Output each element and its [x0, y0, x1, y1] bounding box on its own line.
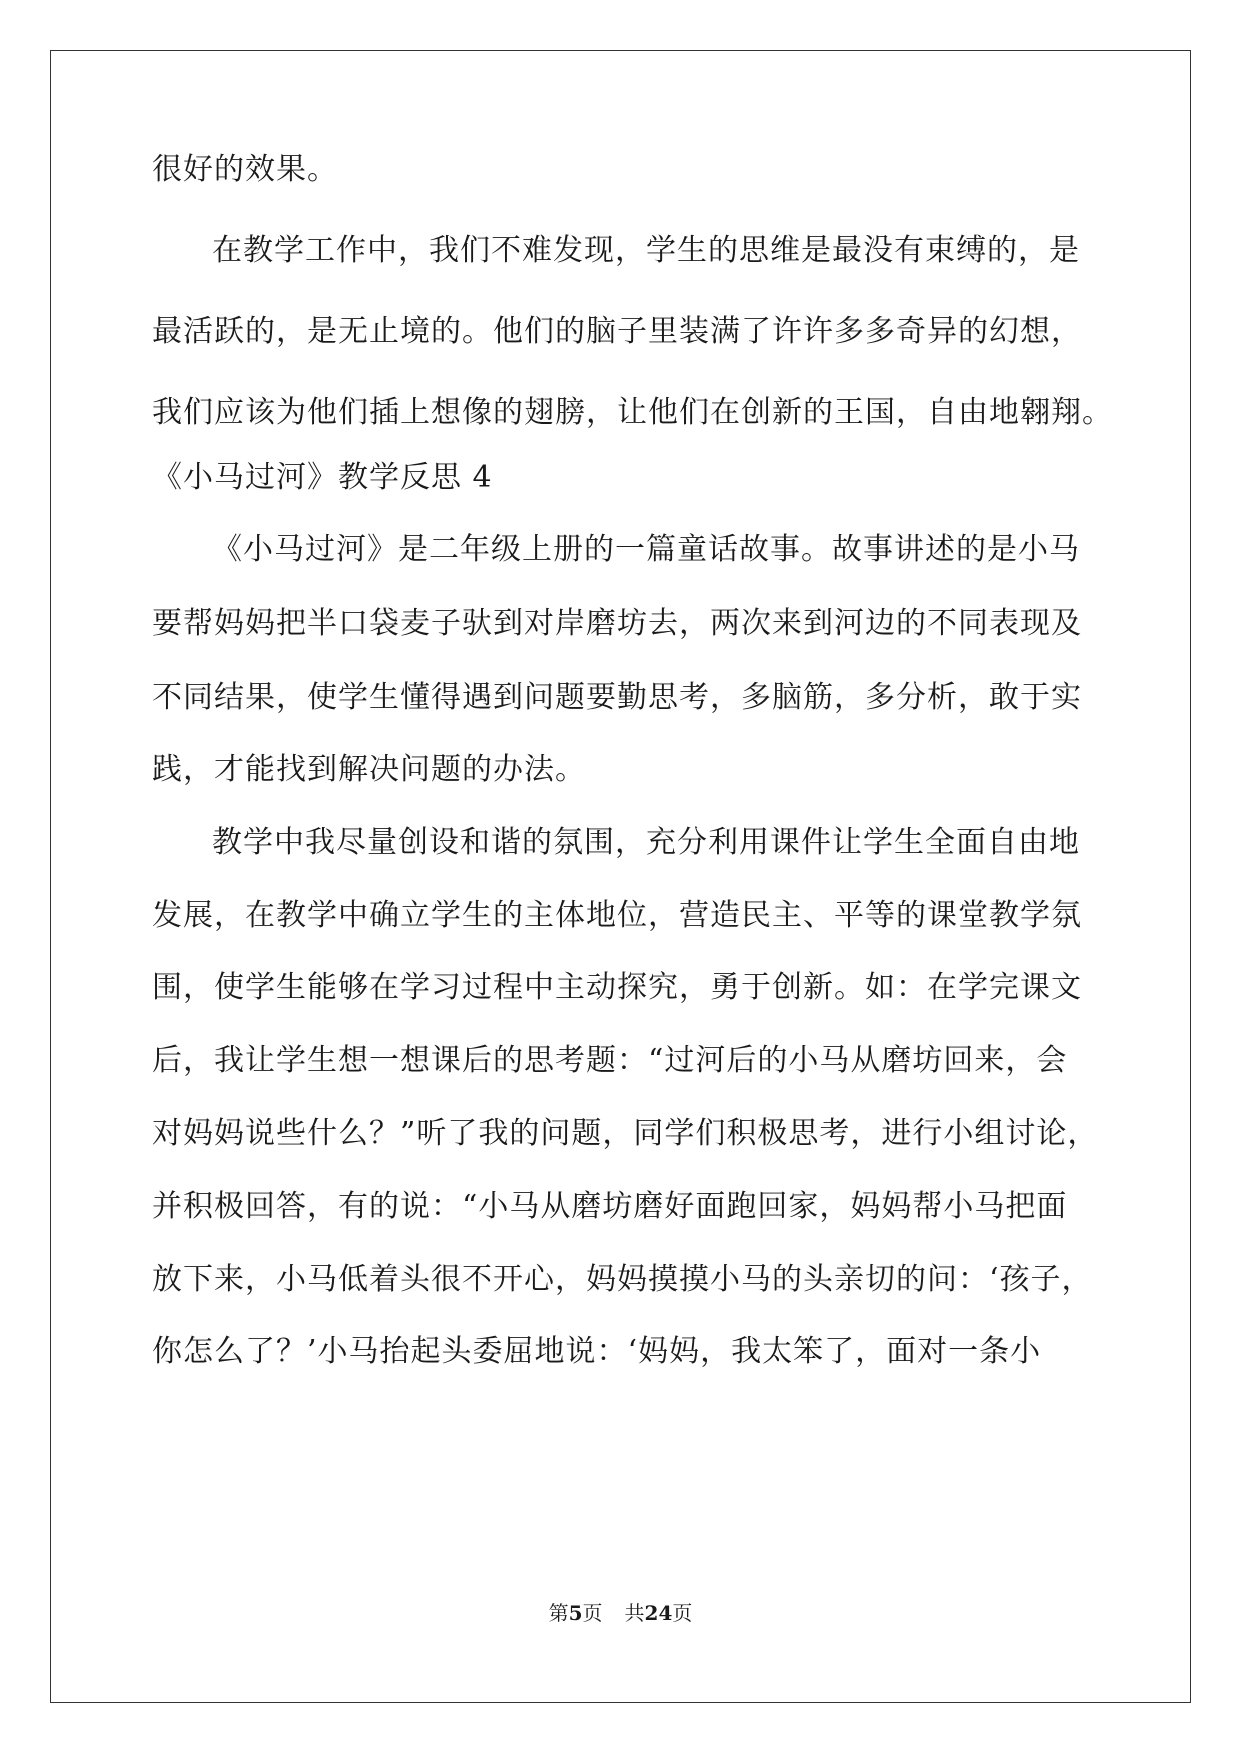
footer-current-page: 5: [568, 1601, 583, 1625]
text-line: 不同结果，使学生懂得遇到问题要勤思考，多脑筋，多分析，敢于实: [152, 680, 1082, 715]
footer-page-word: 页: [582, 1601, 603, 1625]
text-line: 放下来，小马低着头很不开心，妈妈摸摸小马的头亲切的问：‘孩子，: [152, 1262, 1093, 1297]
section-heading: 《小马过河》教学反思 4: [152, 460, 493, 495]
text-line: 后，我让学生想一想课后的思考题：“过河后的小马从磨坊回来，会: [152, 1043, 1068, 1078]
footer-total-suffix: 页: [672, 1601, 693, 1625]
text-line: 发展，在教学中确立学生的主体地位，营造民主、平等的课堂教学氛: [152, 898, 1082, 933]
footer-prefix: 第: [548, 1601, 569, 1625]
text-line: 对妈妈说些什么？”听了我的问题，同学们积极思考，进行小组讨论，: [152, 1116, 1099, 1151]
paragraph-start-line: 教学中我尽量创设和谐的氛围，充分利用课件让学生全面自由地: [212, 825, 1080, 860]
page-footer: [0, 1600, 1241, 1626]
text-line: 最活跃的，是无止境的。他们的脑子里装满了许许多多奇异的幻想，: [152, 314, 1082, 349]
paragraph-start-line: 《小马过河》是二年级上册的一篇童话故事。故事讲述的是小马: [212, 532, 1080, 567]
text-line: 我们应该为他们插上想像的翅膀，让他们在创新的王国，自由地翱翔。: [152, 395, 1113, 430]
page-frame: [50, 50, 1191, 1703]
footer-total-pages: 24: [644, 1601, 673, 1625]
paragraph-start-line: 在教学工作中，我们不难发现，学生的思维是最没有束缚的，是: [212, 233, 1080, 268]
text-line: 要帮妈妈把半口袋麦子驮到对岸磨坊去，两次来到河边的不同表现及: [152, 606, 1082, 641]
text-line: 围，使学生能够在学习过程中主动探究，勇于创新。如：在学完课文: [152, 970, 1082, 1005]
footer-total-prefix: 共: [624, 1601, 645, 1625]
text-line: 很好的效果。: [152, 152, 338, 187]
text-line: 你怎么了？’小马抬起头委屈地说：‘妈妈，我太笨了，面对一条小: [152, 1334, 1042, 1369]
text-line: 践，才能找到解决问题的办法。: [152, 752, 586, 787]
text-line: 并积极回答，有的说：“小马从磨坊磨好面跑回家，妈妈帮小马把面: [152, 1189, 1068, 1224]
